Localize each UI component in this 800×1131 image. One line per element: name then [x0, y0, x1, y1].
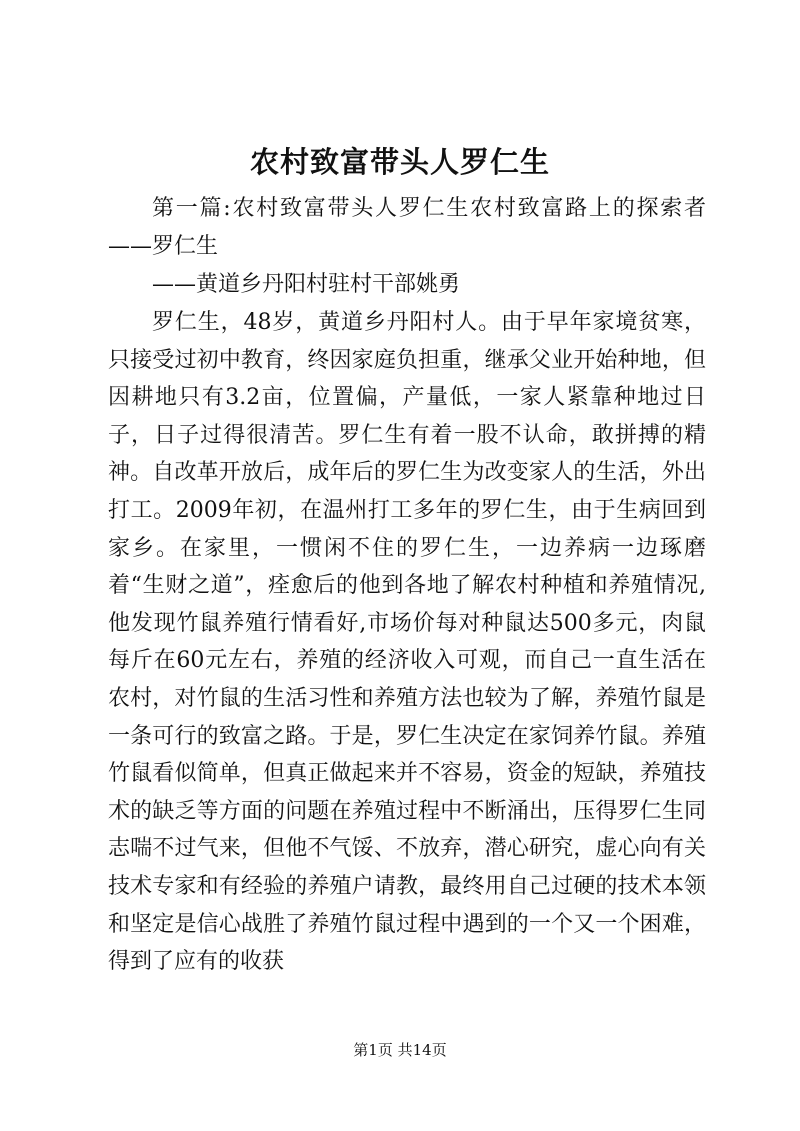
author-line: ——黄道乡丹阳村驻村干部姚勇 — [152, 272, 461, 297]
section-heading-line: 第一篇:农村致富带头人罗仁生农村致富路上的探索者——罗仁生 — [108, 196, 706, 259]
document-title: 农村致富带头人罗仁生 — [249, 145, 550, 179]
main-paragraph: 罗仁生，48岁，黄道乡丹阳村人。由于早年家境贫寒，只接受过初中教育，终因家庭负担重，继承父业开始种地，但因耕地只有3.2亩，位置偏，产量低，一家人紧靠种地过日子，日子过得很清苦。罗仁生有着一股不认命，敢拼搏的精神。自改革开放后，成年后的罗仁生为改变家人的生活，外出打工。2009年初，在温州打工多年的罗仁生，由于生病回到家乡。在家里，一惯闲不住的罗仁生，一边养病一边琢磨着“生财之道”，痊愈后的他到各地了解农村种植和养殖情况,他发现竹鼠养殖行情看好,市场价每对种鼠达500多元，肉鼠每斤在60元左右，养殖的经济收入可观，而自己一直生活在农村，对竹鼠的生活习性和养殖方法也较为了解，养殖竹鼠是一条可行的致富之路。于是，罗仁生决定在家饲养竹鼠。养殖竹鼠看似简单，但真正做起来并不容易，资金的短缺，养殖技术的缺乏等方面的问题在养殖过程中不断涌出，压得罗仁生同志喘不过气来，但他不气馁、不放弃，潜心研究，虚心向有关技术专家和有经验的养殖户请教，最终用自己过硬的技术本领和坚定是信心战胜了养殖竹鼠过程中遇到的一个又一个困难，得到了应有的收获 — [108, 310, 706, 975]
page-number-footer: 第1页 共14页 — [353, 1041, 447, 1059]
